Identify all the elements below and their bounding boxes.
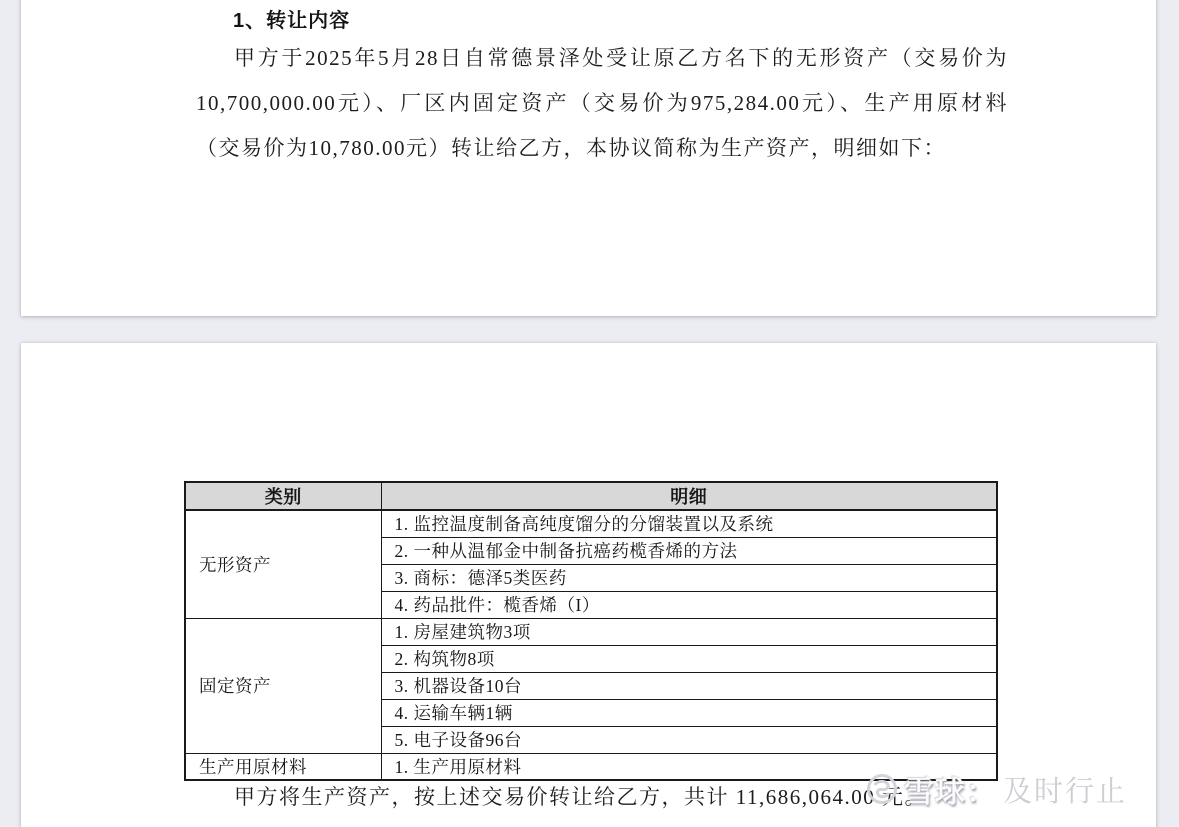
document-page-2 (21, 343, 1156, 827)
section-heading: 1、转让内容 (233, 10, 351, 32)
column-header-category: 类别 (185, 482, 381, 510)
detail-cell: 3. 机器设备10台 (381, 672, 997, 699)
table-row (185, 618, 997, 645)
transfer-content-paragraph: 甲方于2025年5月28日自常德景泽处受让原乙方名下的无形资产（交易价为10,700,000.00元）、厂区内固定资产（交易价为975,284.00元）、生产用原材料（交易价为10,780.00元）转让给乙方，本协议简称为生产资产，明细如下： (196, 46, 1008, 160)
document-page-1 (21, 0, 1156, 316)
detail-cell: 1. 生产用原材料 (381, 753, 997, 780)
category-cell-raw-materials: 生产用原材料 (185, 753, 381, 780)
watermark-slogan-text: 及时行止 (1003, 775, 1128, 808)
detail-cell: 1. 监控温度制备高纯度馏分的分馏装置以及系统 (381, 510, 997, 537)
detail-cell: 2. 一种从温郁金中制备抗癌药榄香烯的方法 (381, 537, 997, 564)
detail-cell: 3. 商标：德泽5类医药 (381, 564, 997, 591)
category-cell-fixed-assets: 固定资产 (185, 618, 381, 753)
detail-cell: 5. 电子设备96台 (381, 726, 997, 753)
detail-cell: 2. 构筑物8项 (381, 645, 997, 672)
asset-detail-table (184, 481, 998, 781)
detail-cell: 4. 药品批件：榄香烯（I） (381, 591, 997, 618)
column-header-detail: 明细 (381, 482, 997, 510)
table-row (185, 753, 997, 780)
detail-cell: 4. 运输车辆1辆 (381, 699, 997, 726)
category-cell-intangible-assets: 无形资产 (185, 510, 381, 618)
watermark-brand-text: 雪球： (904, 776, 997, 809)
table-header-row (185, 482, 997, 510)
total-price-paragraph: 甲方将生产资产，按上述交易价转让给乙方，共计 11,686,064.00 元。 (234, 785, 927, 809)
table-row (185, 510, 997, 537)
detail-cell: 1. 房屋建筑物3项 (381, 618, 997, 645)
